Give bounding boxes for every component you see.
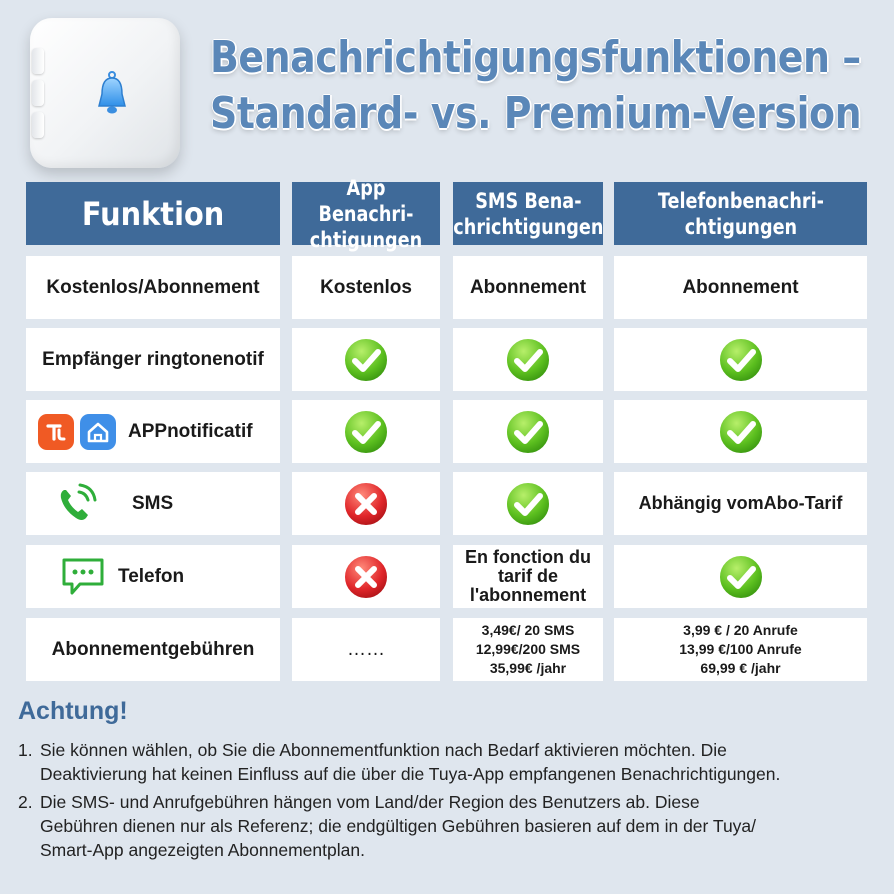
notes-title: Achtung! xyxy=(18,697,128,725)
header-telefon xyxy=(614,182,867,245)
header-sms xyxy=(453,182,603,245)
row-label-appnotif: APPnotificatif xyxy=(26,400,280,463)
cell-appnotif-app xyxy=(292,400,440,463)
check-icon xyxy=(342,408,390,456)
title-line: Standard- vs. Premium-Version xyxy=(210,88,862,139)
cell-fees-app: …… xyxy=(292,618,440,681)
cell-sms-phone: Abhängig vomAbo-Tarif xyxy=(614,472,867,535)
check-icon xyxy=(717,553,765,601)
header-funktion xyxy=(26,182,280,245)
header-label: Funktion xyxy=(81,194,225,233)
page-title xyxy=(210,30,862,142)
cell-telefon-sms: En fonction du tarif de l'abonnement xyxy=(453,545,603,608)
bell-icon xyxy=(94,70,130,116)
cell-receiver-app xyxy=(292,328,440,391)
row-label-telefon: Telefon xyxy=(26,545,280,608)
device-side-button xyxy=(32,48,44,74)
header-label: SMS Bena- chrichtigungen xyxy=(452,188,604,239)
cell-receiver-phone xyxy=(614,328,867,391)
check-icon xyxy=(504,336,552,384)
cross-icon xyxy=(342,553,390,601)
cell-telefon-app xyxy=(292,545,440,608)
cell-fees-sms: 3,49€/ 20 SMS 12,99€/200 SMS 35,99€ /jahr xyxy=(453,618,603,681)
cell-sms-app xyxy=(292,472,440,535)
doorbell-receiver-device xyxy=(30,18,180,168)
phone-call-icon xyxy=(52,480,100,528)
header-label: App Benachri- chtigungen xyxy=(309,175,423,252)
cell-fees-phone: 3,99 € / 20 Anrufe 13,99 €/100 Anrufe 69,99 € /jahr xyxy=(614,618,867,681)
cell-plan-phone: Abonnement xyxy=(614,256,867,319)
device-side-button xyxy=(32,80,44,106)
cell-appnotif-sms xyxy=(453,400,603,463)
tuya-app-icon xyxy=(38,414,74,450)
header-app xyxy=(292,175,440,252)
title-line: Benachrichtigungsfunktionen – xyxy=(210,32,861,83)
check-icon xyxy=(504,408,552,456)
cell-appnotif-phone xyxy=(614,400,867,463)
check-icon xyxy=(717,336,765,384)
cell-plan-sms: Abonnement xyxy=(453,256,603,319)
notes-list xyxy=(18,738,888,866)
cell-sms-sms xyxy=(453,472,603,535)
check-icon xyxy=(342,336,390,384)
cell-plan-app: Kostenlos xyxy=(292,256,440,319)
smart-home-app-icon xyxy=(80,414,116,450)
cross-icon xyxy=(342,480,390,528)
device-side-button xyxy=(32,112,44,138)
row-label-receiver: Empfänger ringtonenotif xyxy=(26,328,280,391)
cell-telefon-phone xyxy=(614,545,867,608)
cell-receiver-sms xyxy=(453,328,603,391)
check-icon xyxy=(504,480,552,528)
row-label-plan: Kostenlos/Abonnement xyxy=(26,256,280,319)
row-label-fees: Abonnementgebühren xyxy=(26,618,280,681)
check-icon xyxy=(717,408,765,456)
chat-message-icon xyxy=(60,556,106,598)
list-item: 2. Die SMS- und Anrufgebühren hängen vom Land/der Region des Benutzers ab. Diese Gebühren dienen nur als Referenz; die endgültigen Gebühren basieren auf dem in der Tuya/ Smart-App angezeigten Abonnementplan. xyxy=(18,792,757,860)
row-label-sms: SMS xyxy=(26,472,280,535)
list-item: 1. Sie können wählen, ob Sie die Abonnementfunktion nach Bedarf aktivieren möchten. Die Deaktivierung hat keinen Einfluss auf die über die Tuya-App empfangenen Benachrichtigungen. xyxy=(18,740,781,784)
header-label: Telefonbenachri- chtigungen xyxy=(657,188,824,239)
